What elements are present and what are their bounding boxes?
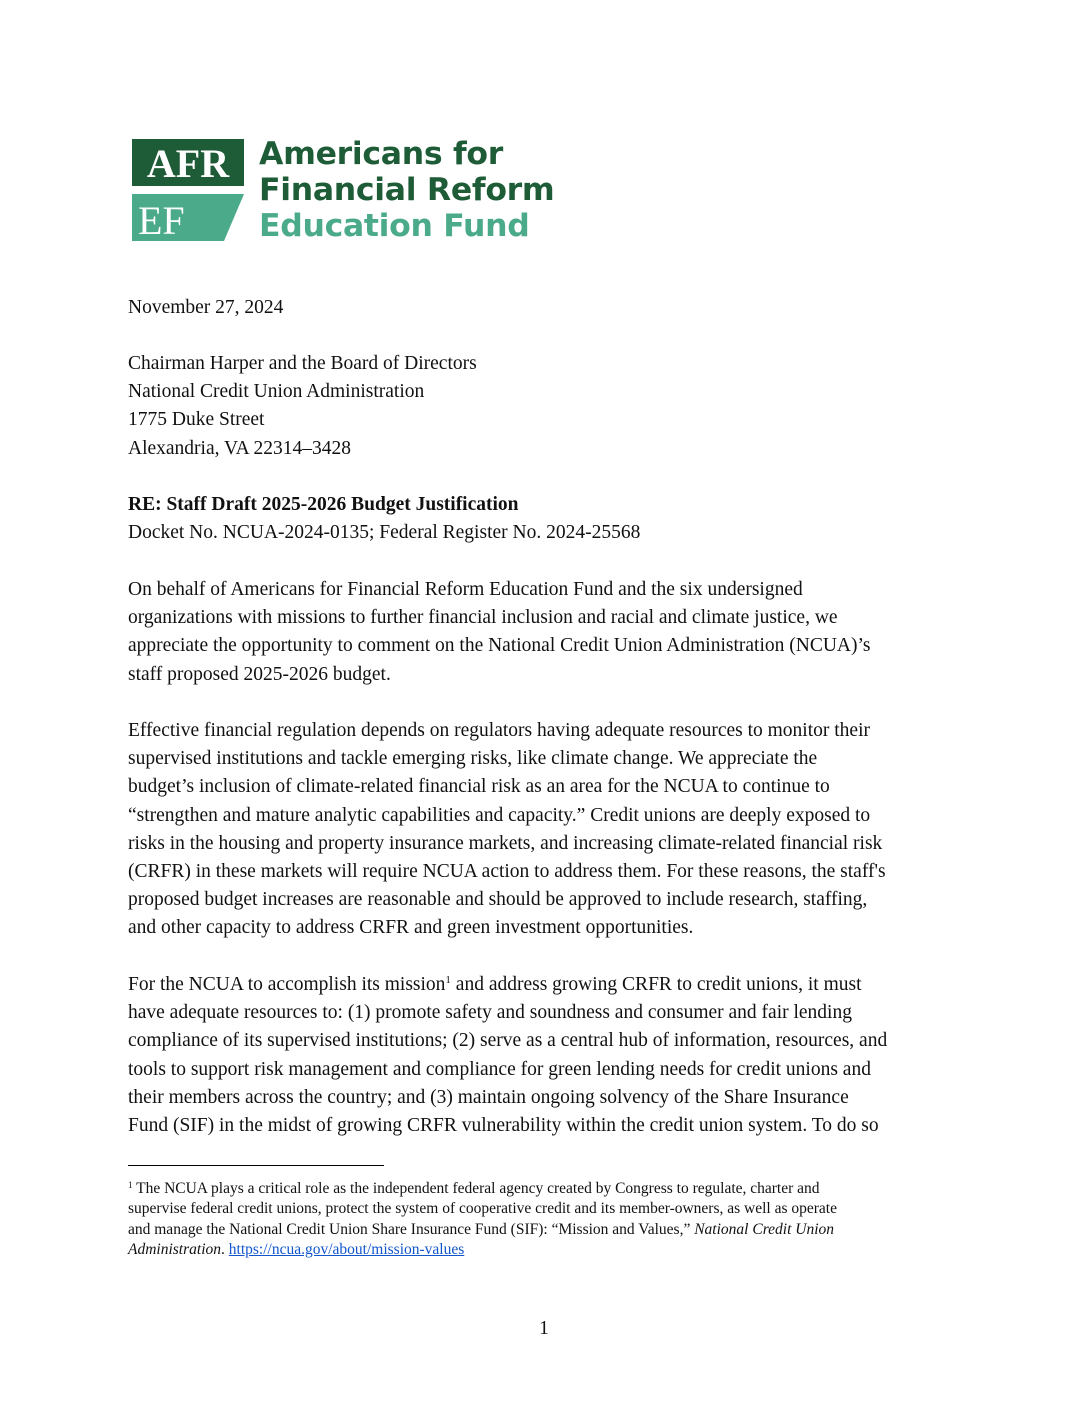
date-text: November 27, 2024	[128, 297, 284, 318]
paragraph-text: For the NCUA to accomplish its mission	[128, 974, 446, 995]
docket-line: Docket No. NCUA-2024-0135; Federal Register No. 2024-25568	[128, 522, 641, 544]
footnote-line: supervise federal credit unions, protect the system of cooperative credit and its member-owners, as well as operate	[128, 1200, 837, 1218]
footnote-source-italic: Administration	[128, 1241, 222, 1259]
logo-line-2: Financial Reform	[259, 172, 555, 208]
paragraph-line: risks in the housing and property insurance markets, and increasing climate-related financial risk	[128, 832, 883, 854]
footnote-text: and manage the National Credit Union Share Insurance Fund (SIF): “Mission and Values,”	[128, 1220, 695, 1238]
address-line: National Credit Union Administration	[128, 381, 425, 403]
subject-block	[128, 491, 968, 547]
footnote-text: .	[221, 1241, 229, 1259]
logo-mark-top-text: AFR	[146, 141, 230, 186]
paragraph-line: supervised institutions and tackle emerging risks, like climate change. We appreciate the	[128, 748, 818, 770]
paragraph-line: Effective financial regulation depends on regulators having adequate resources to monitor their	[128, 720, 870, 741]
paragraph-line: and other capacity to address CRFR and green investment opportunities.	[128, 917, 694, 939]
paragraph-2	[128, 717, 968, 943]
footnote-reference[interactable]: 1	[445, 974, 451, 986]
footnote-source-italic: National Credit Union	[694, 1220, 835, 1238]
address-line: Chairman Harper and the Board of Directors	[128, 353, 477, 374]
paragraph-1	[128, 576, 968, 689]
letter-date	[128, 294, 968, 322]
paragraph-line: (CRFR) in these markets will require NCUA action to address them. For these reasons, the staff's	[128, 861, 886, 883]
footnote-link[interactable]: https://ncua.gov/about/mission-values	[228, 1241, 465, 1259]
paragraph-line: organizations with missions to further financial inclusion and racial and climate justice, we	[128, 607, 838, 629]
logo-wordmark	[259, 136, 554, 244]
logo-line-3: Education Fund	[259, 208, 530, 244]
paragraph-line: have adequate resources to: (1) promote safety and soundness and consumer and fair lending	[128, 1002, 852, 1024]
paragraph-line: compliance of its supervised institutions; (2) serve as a central hub of information, resources, and	[128, 1030, 888, 1052]
paragraph-text: and address growing CRFR to credit unions, it must	[450, 974, 862, 995]
paragraph-line: On behalf of Americans for Financial Reform Education Fund and the six undersigned	[128, 579, 803, 600]
footnote	[128, 1179, 968, 1261]
afr-ef-logo-mark	[132, 139, 244, 241]
paragraph-line: appreciate the opportunity to comment on the National Credit Union Administration (NCUA)’s	[128, 635, 871, 657]
logo-mark-bottom-text: EF	[138, 198, 185, 241]
paragraph-line: tools to support risk management and compliance for green lending needs for credit unions and	[128, 1058, 871, 1080]
address-line: Alexandria, VA 22314–3428	[128, 437, 351, 459]
footnote-divider	[128, 1165, 384, 1166]
logo-line-1: Americans for	[259, 136, 503, 172]
footnote-line	[128, 1220, 968, 1240]
paragraph-line: proposed budget increases are reasonable and should be approved to include research, staffing,	[128, 889, 868, 911]
paragraph-3	[128, 971, 968, 1140]
address-line: 1775 Duke Street	[128, 409, 265, 431]
paragraph-line: “strengthen and mature analytic capabilities and capacity.” Credit unions are deeply exposed to	[128, 804, 871, 826]
paragraph-line: budget’s inclusion of climate-related financial risk as an area for the NCUA to continue to	[128, 776, 830, 798]
footnote-marker: 1	[128, 1180, 133, 1190]
subject-line: RE: Staff Draft 2025-2026 Budget Justification	[128, 494, 519, 515]
page-number: 1	[539, 1318, 549, 1339]
paragraph-line: Fund (SIF) in the midst of growing CRFR vulnerability within the credit union system. To do so	[128, 1115, 879, 1137]
footnote-line	[128, 1240, 968, 1260]
afr-ef-logo	[132, 136, 555, 244]
recipient-address	[128, 350, 968, 463]
paragraph-line	[128, 971, 968, 999]
footnote-text: The NCUA plays a critical role as the independent federal agency created by Congress to regulate, charter and	[132, 1180, 820, 1197]
paragraph-line: their members across the country; and (3) maintain ongoing solvency of the Share Insurance	[128, 1086, 849, 1108]
footnote-line	[128, 1179, 968, 1199]
paragraph-line: staff proposed 2025-2026 budget.	[128, 663, 391, 685]
